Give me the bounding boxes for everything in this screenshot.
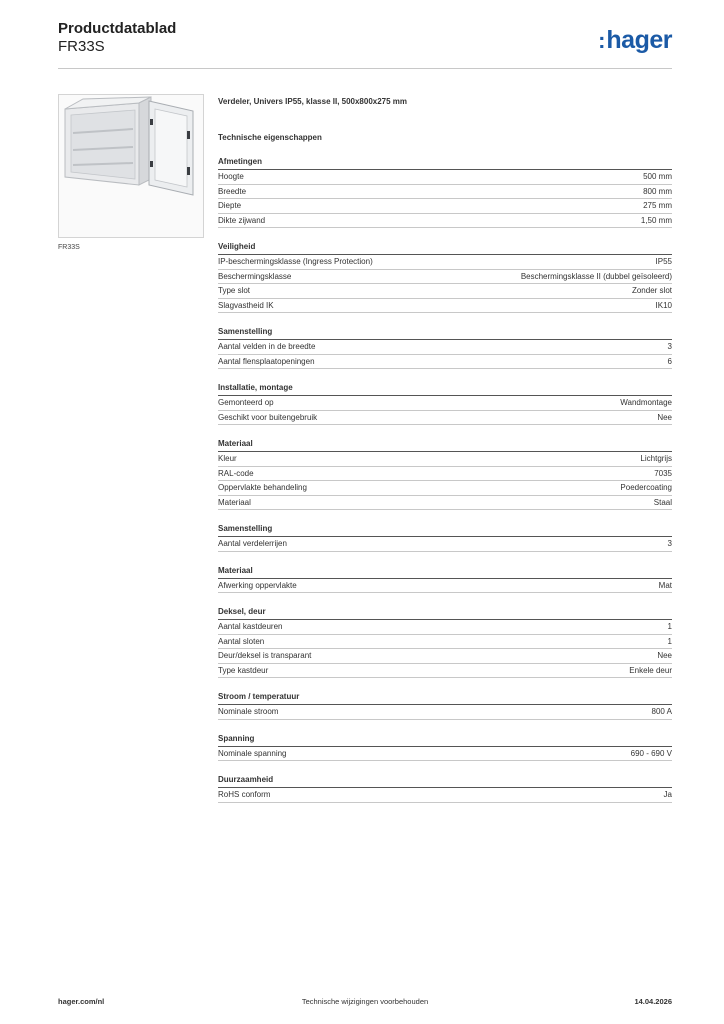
- spec-label: Diepte: [218, 201, 242, 210]
- spec-row: [218, 537, 672, 552]
- spec-label: Hoogte: [218, 172, 244, 181]
- spec-label: Beschermingsklasse: [218, 271, 292, 281]
- spec-value: Lichtgrijs: [640, 454, 672, 463]
- spec-value: 3: [667, 342, 672, 351]
- product-description: Verdeler, Univers IP55, klasse II, 500x800x275 mm: [218, 97, 408, 106]
- footer-date: 14.04.2026: [634, 997, 672, 1006]
- spec-value: 3: [667, 539, 672, 548]
- spec-row: [218, 649, 672, 664]
- hager-logo: [598, 26, 672, 55]
- spec-group: [218, 733, 672, 762]
- spec-value: Enkele deur: [629, 665, 672, 675]
- section-title: Technische eigenschappen: [218, 133, 322, 142]
- spec-row: [218, 340, 672, 355]
- spec-value: 800 mm: [643, 186, 672, 196]
- spec-group: [218, 241, 672, 313]
- spec-group-title: Veiligheid: [218, 241, 672, 255]
- spec-group-title: Duurzaamheid: [218, 774, 672, 788]
- spec-label: Type slot: [218, 286, 251, 295]
- product-code: FR33S: [58, 38, 105, 55]
- spec-value: 1: [667, 622, 672, 631]
- spec-value: 7035: [654, 468, 672, 478]
- spec-value: Zonder slot: [631, 286, 672, 295]
- spec-value: Beschermingsklasse II (dubbel geïsoleerd): [520, 271, 672, 281]
- spec-row: [218, 452, 672, 467]
- page-header: [58, 20, 672, 70]
- spec-value: Nee: [657, 651, 672, 660]
- spec-value: 1,50 mm: [640, 215, 672, 225]
- spec-group: [218, 156, 672, 228]
- spec-label: Type kastdeur: [218, 665, 269, 675]
- logo-text: hager: [606, 26, 672, 54]
- spec-group: [218, 382, 672, 425]
- spec-label: Nominale stroom: [218, 707, 279, 716]
- spec-row: [218, 620, 672, 635]
- spec-row: [218, 355, 672, 370]
- spec-row: [218, 170, 672, 185]
- spec-row: [218, 411, 672, 426]
- spec-group: [218, 326, 672, 369]
- spec-row: [218, 467, 672, 482]
- spec-value: 690 - 690 V: [630, 748, 672, 758]
- spec-label: Geschikt voor buitengebruik: [218, 412, 318, 422]
- spec-value: IP55: [655, 257, 672, 266]
- spec-label: Oppervlakte behandeling: [218, 483, 307, 492]
- spec-row: [218, 747, 672, 762]
- spec-group: [218, 691, 672, 720]
- spec-row: [218, 270, 672, 285]
- spec-label: Nominale spanning: [218, 748, 287, 758]
- spec-row: [218, 199, 672, 214]
- spec-value: 1: [667, 636, 672, 646]
- spec-value: 500 mm: [643, 172, 672, 181]
- image-caption: FR33S: [58, 244, 80, 251]
- spec-row: [218, 496, 672, 511]
- spec-row: [218, 664, 672, 679]
- spec-row: [218, 481, 672, 496]
- spec-value: 800 A: [651, 707, 672, 716]
- spec-label: Breedte: [218, 186, 247, 196]
- footer-website: hager.com/nl: [58, 997, 105, 1006]
- spec-content: [218, 96, 672, 803]
- spec-row: [218, 284, 672, 299]
- spec-value: 6: [667, 356, 672, 366]
- spec-row: [218, 635, 672, 650]
- footer-notice: Technische wijzigingen voorbehouden: [301, 997, 429, 1006]
- spec-row: [218, 299, 672, 314]
- spec-value: Nee: [657, 412, 672, 422]
- spec-group-title: Afmetingen: [218, 156, 672, 170]
- spec-label: IP-beschermingsklasse (Ingress Protection): [218, 257, 373, 266]
- spec-row: [218, 255, 672, 270]
- spec-label: RAL-code: [218, 468, 254, 478]
- spec-label: Kleur: [218, 454, 237, 463]
- spec-group-title: Deksel, deur: [218, 606, 672, 620]
- spec-label: Materiaal: [218, 497, 251, 507]
- spec-row: [218, 214, 672, 229]
- spec-label: Afwerking oppervlakte: [218, 580, 297, 590]
- spec-group: [218, 774, 672, 803]
- spec-group-title: Materiaal: [218, 565, 672, 579]
- spec-group: [218, 565, 672, 594]
- spec-value: Staal: [653, 497, 672, 507]
- spec-group-title: Spanning: [218, 733, 672, 747]
- spec-group-title: Samenstelling: [218, 523, 672, 537]
- spec-value: Wandmontage: [620, 398, 672, 407]
- spec-label: Slagvastheid IK: [218, 300, 274, 310]
- spec-value: 275 mm: [643, 201, 672, 210]
- spec-row: [218, 705, 672, 720]
- spec-group: [218, 523, 672, 552]
- spec-row: [218, 396, 672, 411]
- spec-label: Gemonteerd op: [218, 398, 274, 407]
- spec-value: Ja: [663, 790, 672, 799]
- spec-group-title: Samenstelling: [218, 326, 672, 340]
- spec-group: [218, 606, 672, 678]
- spec-label: Aantal kastdeuren: [218, 622, 283, 631]
- spec-label: RoHS conform: [218, 790, 271, 799]
- spec-value: Poedercoating: [620, 483, 672, 492]
- spec-label: Dikte zijwand: [218, 215, 266, 225]
- spec-group-title: Materiaal: [218, 438, 672, 452]
- spec-value: IK10: [655, 300, 672, 310]
- spec-group: [218, 438, 672, 510]
- product-image: [58, 94, 204, 238]
- spec-group-title: Installatie, montage: [218, 382, 672, 396]
- spec-groups: [218, 156, 672, 803]
- spec-label: Deur/deksel is transparant: [218, 651, 312, 660]
- spec-row: [218, 579, 672, 594]
- spec-row: [218, 788, 672, 803]
- spec-label: Aantal flensplaatopeningen: [218, 356, 315, 366]
- page-title: Productdatablad: [58, 20, 177, 37]
- spec-row: [218, 185, 672, 200]
- logo-dots: :: [598, 28, 606, 53]
- spec-value: Mat: [658, 580, 672, 590]
- spec-label: Aantal verdelerrijen: [218, 539, 287, 548]
- spec-group-title: Stroom / temperatuur: [218, 691, 672, 705]
- spec-label: Aantal sloten: [218, 636, 265, 646]
- spec-label: Aantal velden in de breedte: [218, 342, 316, 351]
- header-divider: [58, 68, 672, 69]
